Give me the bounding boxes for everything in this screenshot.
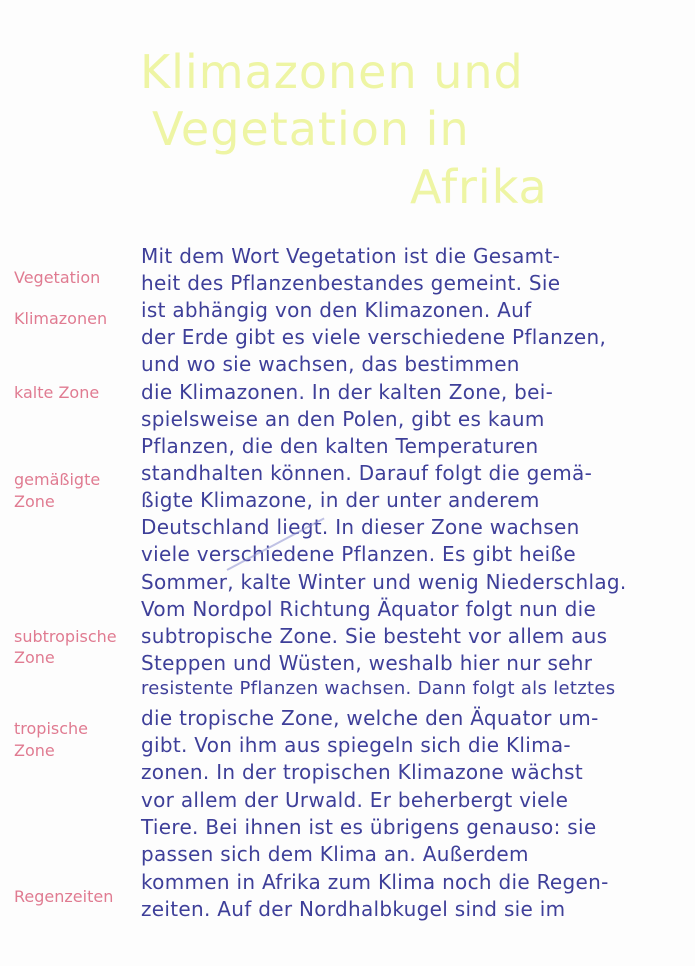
body-line: der Erde gibt es viele verschiedene Pflanzen, [141, 325, 607, 349]
margin-note-tropische-zone: Zone [14, 741, 55, 760]
body-line: spielsweise an den Polen, gibt es kaum [141, 407, 545, 431]
margin-note-subtropische: subtropische [14, 627, 117, 646]
body-line: ist abhängig von den Klimazonen. Auf [141, 298, 532, 322]
margin-note-gemaessigte: gemäßigte [14, 470, 101, 489]
title-line-2: Vegetation in [152, 102, 470, 156]
body-line: zonen. In der tropischen Klimazone wächst [141, 760, 584, 784]
body-line: vor allem der Urwald. Er beherbergt viele [141, 788, 569, 812]
body-line: Vom Nordpol Richtung Äquator folgt nun die [141, 597, 597, 621]
margin-note-vegetation: Vegetation [14, 268, 101, 287]
body-line: Sommer, kalte Winter und wenig Niederschlag. [141, 570, 627, 594]
body-line: standhalten können. Darauf folgt die gemä- [141, 461, 593, 485]
title-line-1: Klimazonen und [140, 45, 524, 99]
margin-note-regenzeiten: Regenzeiten [14, 887, 114, 906]
body-line: zeiten. Auf der Nordhalbkugel sind sie im [141, 897, 566, 921]
body-line: die tropische Zone, welche den Äquator um- [141, 706, 599, 730]
body-line: Steppen und Wüsten, weshalb hier nur sehr [141, 651, 593, 675]
margin-note-subtropische-zone: Zone [14, 648, 55, 667]
body-line: die Klimazonen. In der kalten Zone, bei- [141, 380, 554, 404]
body-line: Pflanzen, die den kalten Temperaturen [141, 434, 539, 458]
body-line: Deutschland liegt. In dieser Zone wachsen [141, 515, 580, 539]
body-line: subtropische Zone. Sie besteht vor allem aus [141, 624, 608, 648]
body-line: resistente Pflanzen wachsen. Dann folgt als letztes [141, 678, 616, 699]
body-line: ßigte Klimazone, in der unter anderem [141, 488, 540, 512]
body-line: gibt. Von ihm aus spiegeln sich die Klima- [141, 733, 571, 757]
body-line: heit des Pflanzenbestandes gemeint. Sie [141, 271, 561, 295]
body-line: kommen in Afrika zum Klima noch die Regen- [141, 870, 609, 894]
title-line-3: Afrika [410, 160, 548, 214]
body-line: Tiere. Bei ihnen ist es übrigens genauso: sie [141, 815, 597, 839]
body-line: passen sich dem Klima an. Außerdem [141, 842, 529, 866]
body-line: Mit dem Wort Vegetation ist die Gesamt- [141, 244, 561, 268]
margin-note-gemaessigte-zone: Zone [14, 492, 55, 511]
margin-note-tropische: tropische [14, 719, 89, 738]
margin-note-kalte-zone: kalte Zone [14, 383, 100, 402]
margin-note-klimazonen: Klimazonen [14, 309, 108, 328]
body-line: viele verschiedene Pflanzen. Es gibt heiße [141, 542, 576, 566]
body-line: und wo sie wachsen, das bestimmen [141, 352, 520, 376]
